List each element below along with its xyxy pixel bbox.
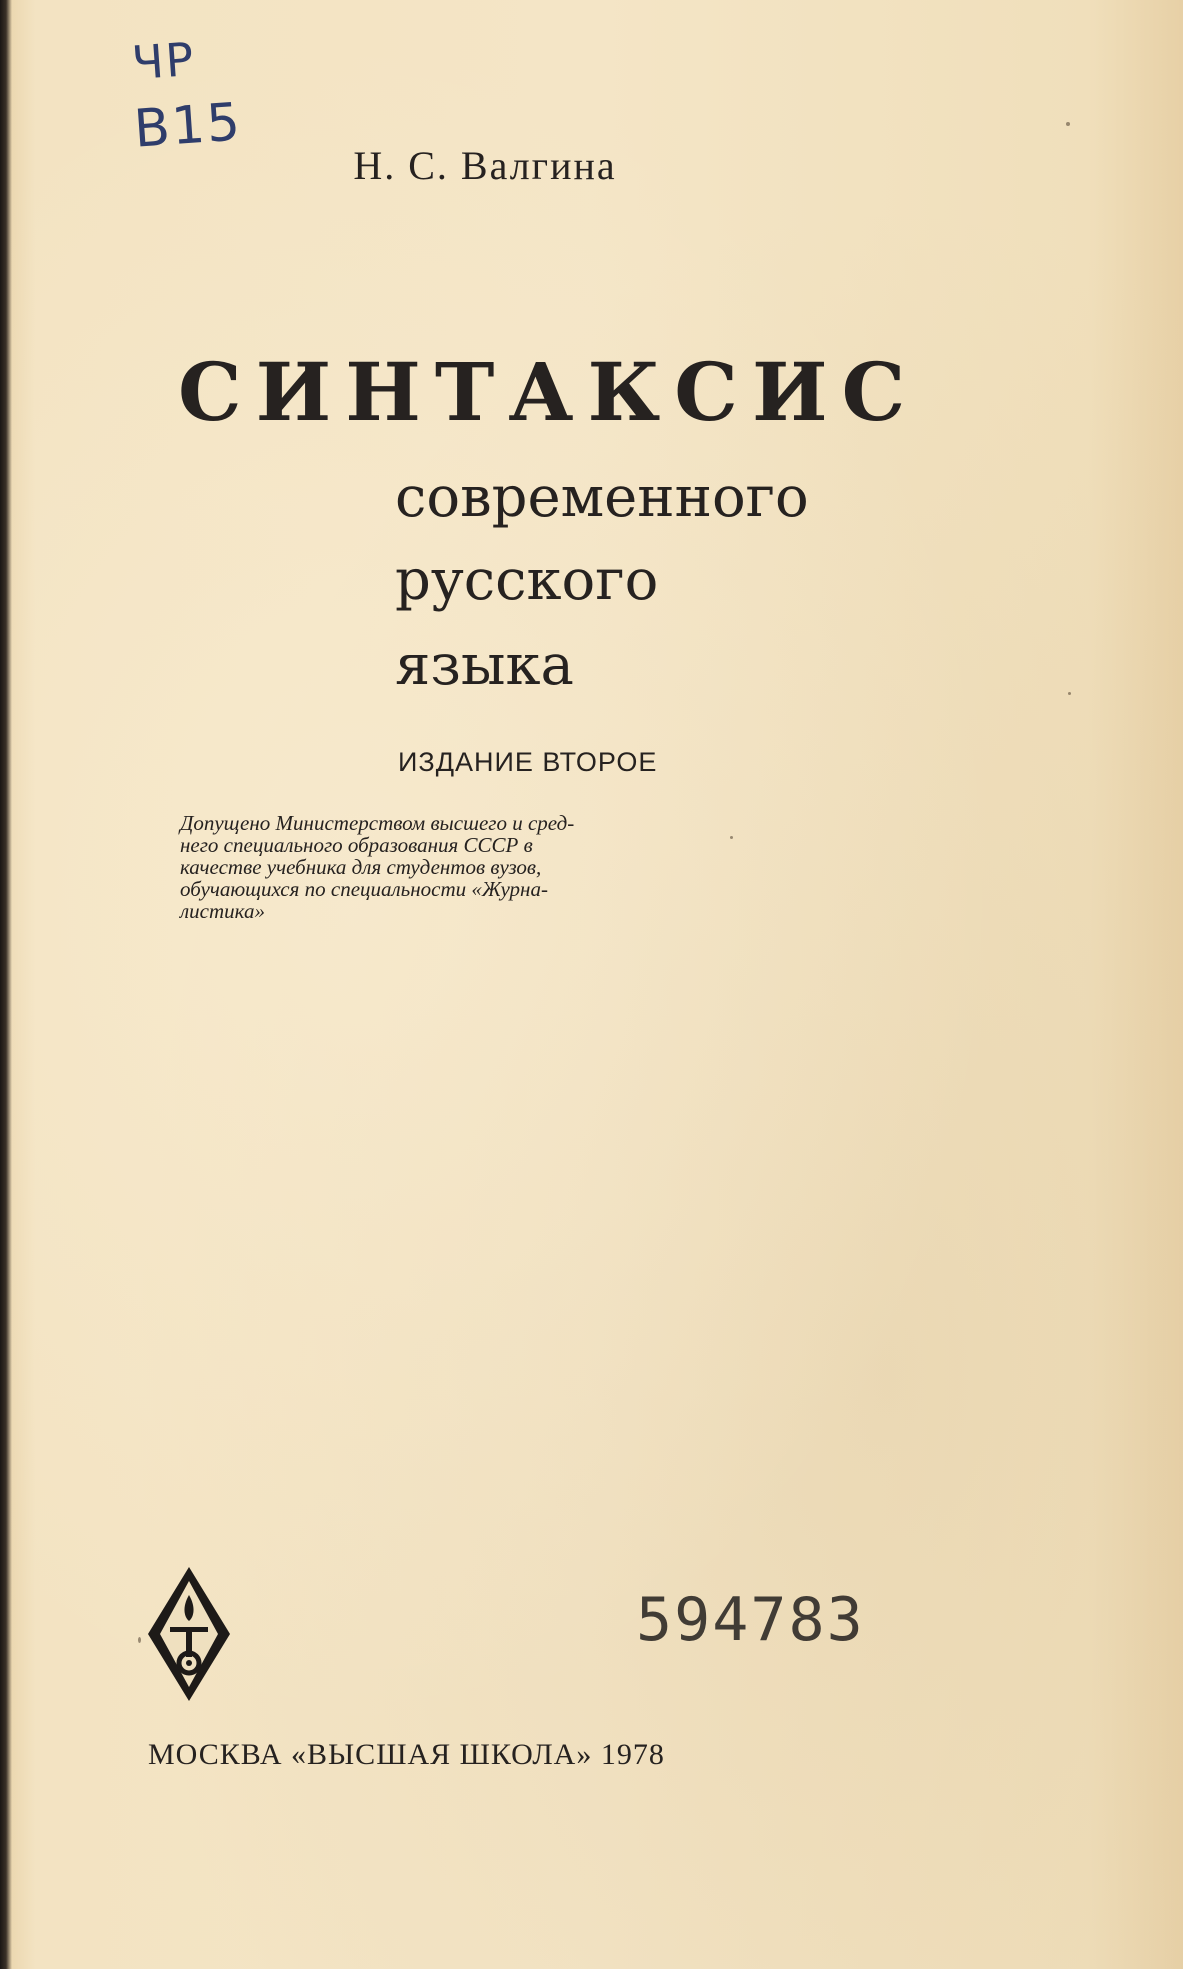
- binding-edge: [0, 0, 12, 1969]
- book-title-line4: языка: [395, 633, 574, 698]
- approval-line: него специального образования СССР в: [180, 833, 533, 857]
- paper-speck: [138, 1637, 141, 1643]
- paper-speck: [1066, 122, 1070, 126]
- approval-line: обучающихся по специальности «Журна-: [180, 877, 548, 901]
- book-title-line3: русского: [395, 548, 659, 613]
- paper-speck: [1068, 692, 1071, 695]
- approval-line: листика»: [180, 899, 265, 923]
- book-title-main: СИНТАКСИС: [178, 345, 920, 439]
- approval-note: [180, 812, 710, 922]
- approval-line: качестве учебника для студентов вузов,: [180, 855, 542, 879]
- author-name: Н. С. Валгина: [353, 143, 617, 188]
- inventory-stamp: 594783: [636, 1585, 865, 1655]
- call-number-line1: ЧР: [130, 31, 198, 91]
- call-number-line2: В15: [132, 92, 244, 160]
- book-title-line2: современного: [395, 465, 809, 530]
- publisher-imprint: МОСКВА «ВЫСШАЯ ШКОЛА» 1978: [148, 1738, 665, 1771]
- edition-label: ИЗДАНИЕ ВТОРОЕ: [398, 747, 658, 777]
- approval-line: Допущено Министерством высшего и сред-: [180, 811, 575, 835]
- paper-speck: [730, 836, 733, 839]
- publisher-emblem-icon: [146, 1565, 232, 1703]
